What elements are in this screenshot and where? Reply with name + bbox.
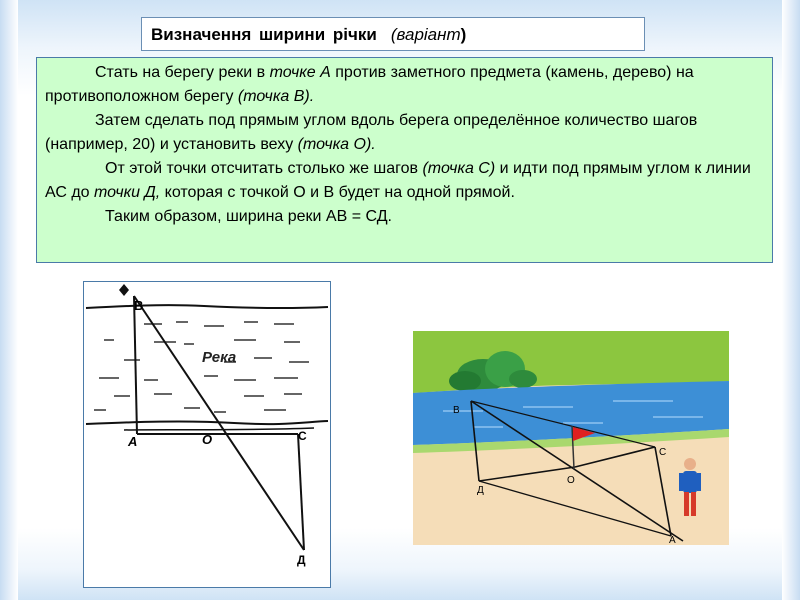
label-o: О [567,475,575,486]
label-d: Д [297,553,306,567]
label-d: Д [477,485,484,496]
label-b: В [134,298,144,313]
paragraph-1 [45,61,762,109]
label-c: С [298,429,307,443]
text-segment: (точка О). [297,136,376,153]
paragraph-3 [45,157,762,205]
text-segment: От этой точки отсчитать столько же шагов [105,160,423,177]
slide-edge-right [782,0,800,600]
paragraph-4 [45,205,762,229]
label-c: С [659,447,667,458]
title-main: Визначення ширини річки [151,25,377,44]
text-segment: Затем сделать под прямым углом вдоль берега определённое количество шагов (например, 20) и установить веху [45,112,698,153]
slide-title [141,17,645,51]
label-a: А [669,535,676,545]
label-a: А [128,434,138,449]
river-illustration-figure [413,331,729,545]
paragraph-2 [45,109,762,157]
text-segment: которая с точкой О и В будет на одной прямой. [160,184,515,201]
river-sketch-svg [84,282,330,587]
label-o: О [202,432,213,447]
title-variant: (варіант [390,25,461,44]
river-illustration-svg [413,331,729,545]
instructions-text-box [36,57,773,263]
river-label: Река [202,349,237,366]
text-segment: (точка С) [422,160,496,177]
text-segment: Стать на берегу реки в [95,64,270,81]
title-close-paren: ) [460,25,467,44]
slide-edge-left [0,0,18,600]
label-b: В [453,405,460,416]
text-segment: против заметного предмета (камень, дерево) на противоположном берегу [45,64,694,105]
text-segment: Таким образом, ширина реки АВ = СД. [105,208,392,225]
river-sketch-figure [83,281,331,588]
text-segment: и идти под прямым углом к линии АС до [45,160,751,201]
text-segment: (точка В). [237,88,315,105]
text-segment: точки Д, [94,184,161,201]
text-segment: точке А [269,64,331,81]
